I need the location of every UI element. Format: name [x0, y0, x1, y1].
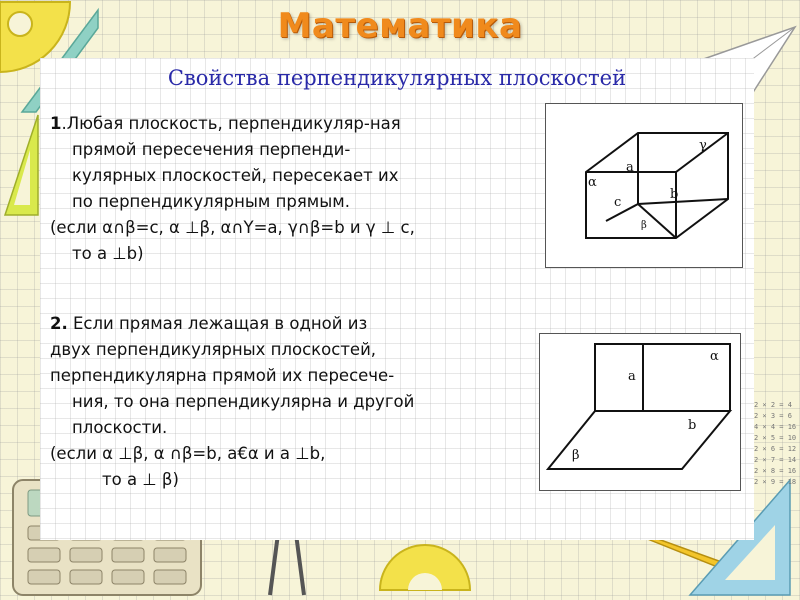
figure-1-label-beta: β: [641, 220, 647, 231]
figure-2-diagram: [540, 334, 740, 490]
property-1-text: [50, 111, 415, 267]
table-line: 2 × 8 = 16: [754, 467, 797, 475]
property-2-line: ния, то она перпендикулярна и другой: [72, 392, 415, 411]
figure-1-label-b: b: [670, 187, 679, 202]
figure-2-label-a: a: [628, 369, 636, 384]
property-2-condition: то a ⊥ β): [102, 470, 179, 489]
property-2-line: двух перпендикулярных плоскостей,: [50, 340, 377, 359]
table-line: 2 × 3 = 6: [754, 412, 792, 420]
property-1-line: прямой пересечения перпенди-: [72, 140, 351, 159]
figure-2-frame: [539, 333, 741, 491]
property-2-line: перпендикулярна прямой их пересече-: [50, 366, 395, 385]
property-2-line: плоскости.: [72, 418, 168, 437]
figure-1-label-gamma: γ: [699, 138, 707, 153]
table-line: 2 × 7 = 14: [754, 456, 797, 464]
table-line: 4 × 4 = 16: [754, 423, 797, 431]
property-1-line: .Любая плоскость, перпендикуляр-ная: [61, 114, 401, 133]
property-2-line: Если прямая лежащая в одной из: [67, 314, 368, 333]
figure-1-label-alpha: α: [588, 175, 597, 190]
property-2-text: [50, 311, 414, 493]
multiplication-table: [754, 400, 796, 488]
table-line: 2 × 6 = 12: [754, 445, 797, 453]
table-line: 2 × 9 = 18: [754, 478, 797, 486]
property-1-line: по перпендикулярным прямым.: [72, 192, 350, 211]
slide-heading: Свойства перпендикулярных плоскостей: [167, 66, 627, 90]
property-1-number: 1: [50, 114, 62, 133]
property-1-condition: (если α∩β=c, α ⊥β, α∩Υ=a, γ∩β=b и γ ⊥ c,: [50, 218, 415, 237]
table-line: 2 × 5 = 10: [754, 434, 797, 442]
property-1-line: кулярных плоскостей, пересекает их: [72, 166, 399, 185]
set-square-icon: [0, 110, 42, 220]
header-title: Математика: [277, 6, 523, 46]
property-2-number: 2.: [50, 314, 68, 333]
figure-1-label-a: a: [626, 160, 634, 175]
figure-1-diagram: [546, 104, 742, 267]
figure-2-label-b: b: [688, 418, 697, 433]
figure-1-label-c: c: [614, 195, 622, 210]
table-line: 2 × 2 = 4: [754, 401, 792, 409]
figure-2-label-beta: β: [572, 448, 580, 463]
property-2-condition: (если α ⊥β, α ∩β=b, a€α и a ⊥b,: [50, 444, 326, 463]
property-1-condition: то а ⊥b): [72, 244, 144, 263]
figure-1-frame: [545, 103, 743, 268]
figure-2-label-alpha: α: [710, 349, 719, 364]
